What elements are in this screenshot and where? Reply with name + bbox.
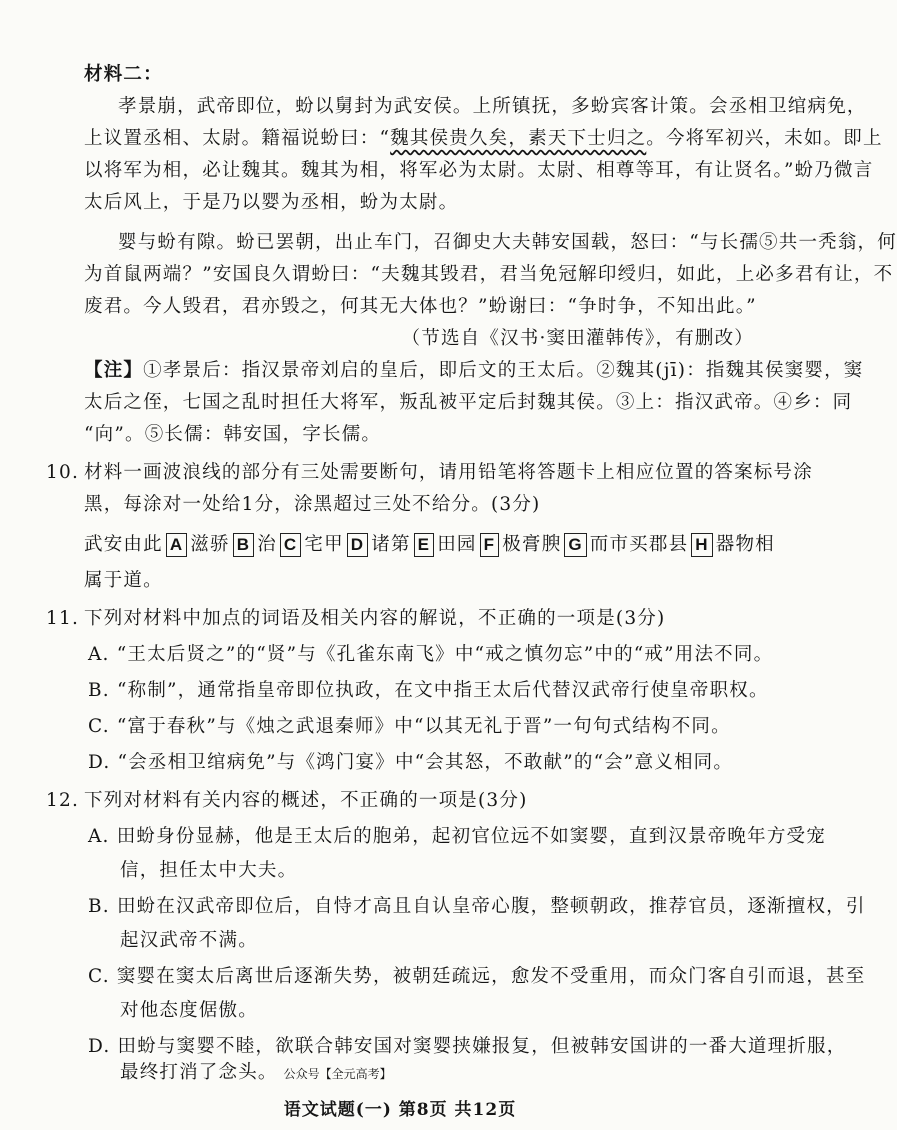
q12-stem: 下列对材料有关内容的概述，不正确的一项是(3分)	[84, 790, 528, 811]
q10-seg-3: 宅甲	[304, 534, 344, 555]
q12-option-b-line2: 起汉武帝不满。	[120, 930, 258, 951]
para1-line2	[0, 124, 883, 154]
q10-seg-8: 器物相	[715, 534, 775, 555]
answer-box-e: E	[414, 533, 435, 557]
q10-seg-6: 极膏腴	[502, 534, 562, 555]
q11-number: 11.	[46, 608, 80, 629]
q11-stem-line	[0, 604, 800, 634]
q12-option-b-line1: B. 田蚡在汉武帝即位后，自恃才高且自认皇帝心腹，整顿朝政，推荐官员，逐渐擅权，引	[88, 896, 866, 917]
q10-seg-0: 武安由此	[84, 534, 163, 555]
material-title: 材料二：	[84, 64, 163, 85]
q10-line1	[0, 458, 813, 488]
notes-line2: 太后之侄，七国之乱时担任大将军，叛乱被平定后封魏其侯。③上：指汉武帝。④乡：同	[84, 392, 853, 413]
q12-option-c-line1: C. 窦婴在窦太后离世后逐渐失势，被朝廷疏远，愈发不受重用，而众门客自引而退，甚至	[88, 966, 866, 987]
q12-stem-line	[0, 786, 800, 816]
q12-option-a-line2: 信，担任太中大夫。	[120, 860, 298, 881]
para1-line4: 太后风上，于是乃以婴为丞相，蚡为太尉。	[84, 192, 459, 213]
para2-line1: 婴与蚡有隙。蚡已罢朝，出止车门，召御史大夫韩安国载，怒曰：“与长孺⑤共一秃翁，何	[118, 232, 897, 253]
notes-text-1: ①孝景后：指汉景帝刘启的皇后，即后文的王太后。②魏其(jī)：指魏其侯窦婴，窦	[143, 360, 864, 381]
q12-option-d-line1: D. 田蚡与窦婴不睦，欲联合韩安国对窦婴挟嫌报复，但被韩安国讲的一番大道理折服，	[88, 1036, 847, 1057]
q12-option-c-line2: 对他态度倨傲。	[120, 1000, 258, 1021]
para2-line2: 为首鼠两端？”安国良久谓蚡曰：“夫魏其毁君，君当免冠解印绶归，如此，上必多君有让，不	[84, 264, 894, 285]
para2-line3: 废君。今人毁君，君亦毁之，何其无大体也？”蚡谢曰：“争时争，不知出此。”	[84, 296, 757, 317]
q11-stem: 下列对材料中加点的词语及相关内容的解说，不正确的一项是(3分)	[84, 608, 666, 629]
para1-line1: 孝景崩，武帝即位，蚡以舅封为武安侯。上所镇抚，多蚡宾客计策。会丞相卫绾病免，	[118, 96, 867, 117]
page-footer: 语文试题(一) 第8页 共12页	[283, 1100, 517, 1120]
q12-number: 12.	[46, 790, 80, 811]
q10-seg-5: 田园	[437, 534, 477, 555]
watermark-text: 公众号【全元高考】	[283, 1067, 392, 1081]
q10-stem-1: 材料一画波浪线的部分有三处需要断句，请用铅笔将答题卡上相应位置的答案标号涂	[84, 462, 813, 483]
q10-seg-7: 而市买郡县	[589, 534, 689, 555]
answer-box-b: B	[233, 533, 254, 557]
q11-option-b: B. “称制”，通常指皇帝即位执政，在文中指王太后代替汉武帝行使皇帝职权。	[88, 680, 769, 701]
wavy-underlined-text: 魏其侯贵久矣，素天下士归之	[390, 128, 647, 149]
para1-line2a: 上议置丞相、太尉。籍福说蚡曰：“	[84, 128, 391, 149]
q10-tail: 属于道。	[84, 570, 163, 591]
q11-option-a: A. “王太后贤之”的“贤”与《孔雀东南飞》中“戒之慎勿忘”中的“戒”用法不同。	[88, 644, 774, 665]
answer-box-c: C	[280, 533, 301, 557]
answer-box-h: H	[691, 533, 712, 557]
answer-box-f: F	[480, 533, 500, 557]
q10-seg-2: 治	[257, 534, 277, 555]
notes-line1	[0, 356, 864, 386]
answer-box-a: A	[166, 533, 187, 557]
q12-option-d-line2	[0, 1058, 800, 1088]
para1-line3: 以将军为相，必让魏其。魏其为相，将军必为太尉。太尉、相尊等耳，有让贤名。”蚡乃微言	[84, 160, 874, 181]
source-line	[0, 324, 800, 354]
q12-option-a-line1: A. 田蚡身份显赫，他是王太后的胞弟，起初官位远不如窦婴，直到汉景帝晚年方受宠	[88, 826, 826, 847]
q10-sentence	[0, 528, 800, 562]
q12-option-d-text2: 最终打消了念头。	[120, 1062, 278, 1083]
answer-box-d: D	[347, 533, 368, 557]
para1-line2b: 。今将军初兴，未如。即上	[646, 128, 883, 149]
q10-seg-1: 滋骄	[190, 534, 230, 555]
q10-line2: 黑，每涂对一处给1分，涂黑超过三处不给分。(3分)	[84, 494, 541, 515]
notes-line3: “向”。⑤长儒：韩安国，字长儒。	[84, 424, 382, 445]
answer-box-g: G	[564, 533, 586, 557]
q11-option-c: C. “富于春秋”与《烛之武退秦师》中“以其无礼于晋”一句句式结构不同。	[88, 716, 731, 737]
q10-seg-4: 诸第	[371, 534, 411, 555]
notes-label: 【注】	[84, 360, 144, 381]
source-citation: （节选自《汉书·窦田灌韩传》，有删改）	[401, 328, 754, 349]
q11-option-d: D. “会丞相卫绾病免”与《鸿门宴》中“会其怒，不敢献”的“会”意义相同。	[88, 752, 734, 773]
q10-number: 10.	[46, 462, 80, 483]
